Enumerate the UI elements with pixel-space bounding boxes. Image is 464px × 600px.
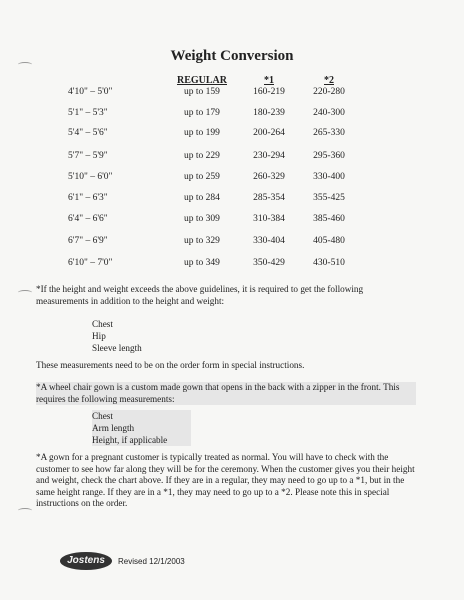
two-weight: 220-280 xyxy=(313,87,345,97)
wheelchair-note: *A wheel chair gown is a custom made gown that opens in the back with a zipper in the front. This requires the following measurements: xyxy=(36,382,416,405)
one-weight: 180-239 xyxy=(253,108,285,118)
height-range: 6'4" – 6'6" xyxy=(68,214,108,224)
height-range: 5'4" – 5'6" xyxy=(68,128,108,138)
regular-weight: up to 309 xyxy=(184,214,220,224)
table-row xyxy=(0,258,464,272)
list-item: Chest xyxy=(92,319,113,329)
height-range: 6'7" – 6'9" xyxy=(68,236,108,246)
two-weight: 355-425 xyxy=(313,193,345,203)
list-item: Hip xyxy=(92,331,106,341)
measurement-list xyxy=(92,318,142,354)
wheelchair-measurement-list xyxy=(92,410,191,446)
two-weight: 385-460 xyxy=(313,214,345,224)
regular-weight: up to 259 xyxy=(184,172,220,182)
header-regular: REGULAR xyxy=(176,75,227,86)
table-row xyxy=(0,172,464,186)
one-weight: 330-404 xyxy=(253,236,285,246)
table-row xyxy=(0,214,464,228)
list-item: Height, if applicable xyxy=(92,435,168,445)
height-range: 4'10" – 5'0" xyxy=(68,87,113,97)
oversize-note: *If the height and weight exceeds the above guidelines, it is required to get the following measurements in addition to the height and weight: xyxy=(36,284,364,306)
one-weight: 310-384 xyxy=(253,214,285,224)
list-item: Arm length xyxy=(92,423,135,433)
regular-weight: up to 159 xyxy=(184,87,220,97)
height-range: 5'10" – 6'0" xyxy=(68,172,113,182)
regular-weight: up to 229 xyxy=(184,151,220,161)
height-range: 5'1" – 5'3" xyxy=(68,108,108,118)
two-weight: 265-330 xyxy=(313,128,345,138)
punch-hole-mark xyxy=(18,290,32,295)
one-weight: 260-329 xyxy=(253,172,285,182)
height-range: 6'1" – 6'3" xyxy=(68,193,108,203)
height-range: 5'7" – 5'9" xyxy=(68,151,108,161)
regular-weight: up to 179 xyxy=(184,108,220,118)
table-row xyxy=(0,151,464,165)
list-item: Chest xyxy=(92,411,113,421)
one-weight: 230-294 xyxy=(253,151,285,161)
two-weight: 240-300 xyxy=(313,108,345,118)
page-title: Weight Conversion xyxy=(170,48,294,64)
one-weight: 285-354 xyxy=(253,193,285,203)
height-range: 6'10" – 7'0" xyxy=(68,258,113,268)
order-form-note: These measurements need to be on the order form in special instructions. xyxy=(36,360,305,370)
one-weight: 350-429 xyxy=(253,258,285,268)
table-row xyxy=(0,87,464,101)
regular-weight: up to 199 xyxy=(184,128,220,138)
regular-weight: up to 329 xyxy=(184,236,220,246)
header-col1: *1 xyxy=(264,75,274,86)
two-weight: 330-400 xyxy=(313,172,345,182)
table-row xyxy=(0,193,464,207)
punch-hole-mark xyxy=(18,508,32,513)
table-row xyxy=(0,108,464,122)
one-weight: 200-264 xyxy=(253,128,285,138)
revision-date: Revised 12/1/2003 xyxy=(118,557,185,566)
one-weight: 160-219 xyxy=(253,87,285,97)
table-row xyxy=(0,128,464,142)
regular-weight: up to 349 xyxy=(184,258,220,268)
jostens-logo: Jostens xyxy=(60,552,112,570)
two-weight: 430-510 xyxy=(313,258,345,268)
two-weight: 405-480 xyxy=(313,236,345,246)
two-weight: 295-360 xyxy=(313,151,345,161)
table-row xyxy=(0,236,464,250)
pregnancy-note: *A gown for a pregnant customer is typically treated as normal. You will have to check with the customer to see how far along they will be for the ceremony. When the customer gives you their height and weight, check the chart above. If they are in a regular, they may need to go up to a *1, but in the same height range. If they are in a *1, they may need to go up to a *2. Please note this in special instructions on the order. xyxy=(36,452,415,508)
list-item: Sleeve length xyxy=(92,343,142,353)
regular-weight: up to 284 xyxy=(184,193,220,203)
header-col2: *2 xyxy=(324,75,334,86)
